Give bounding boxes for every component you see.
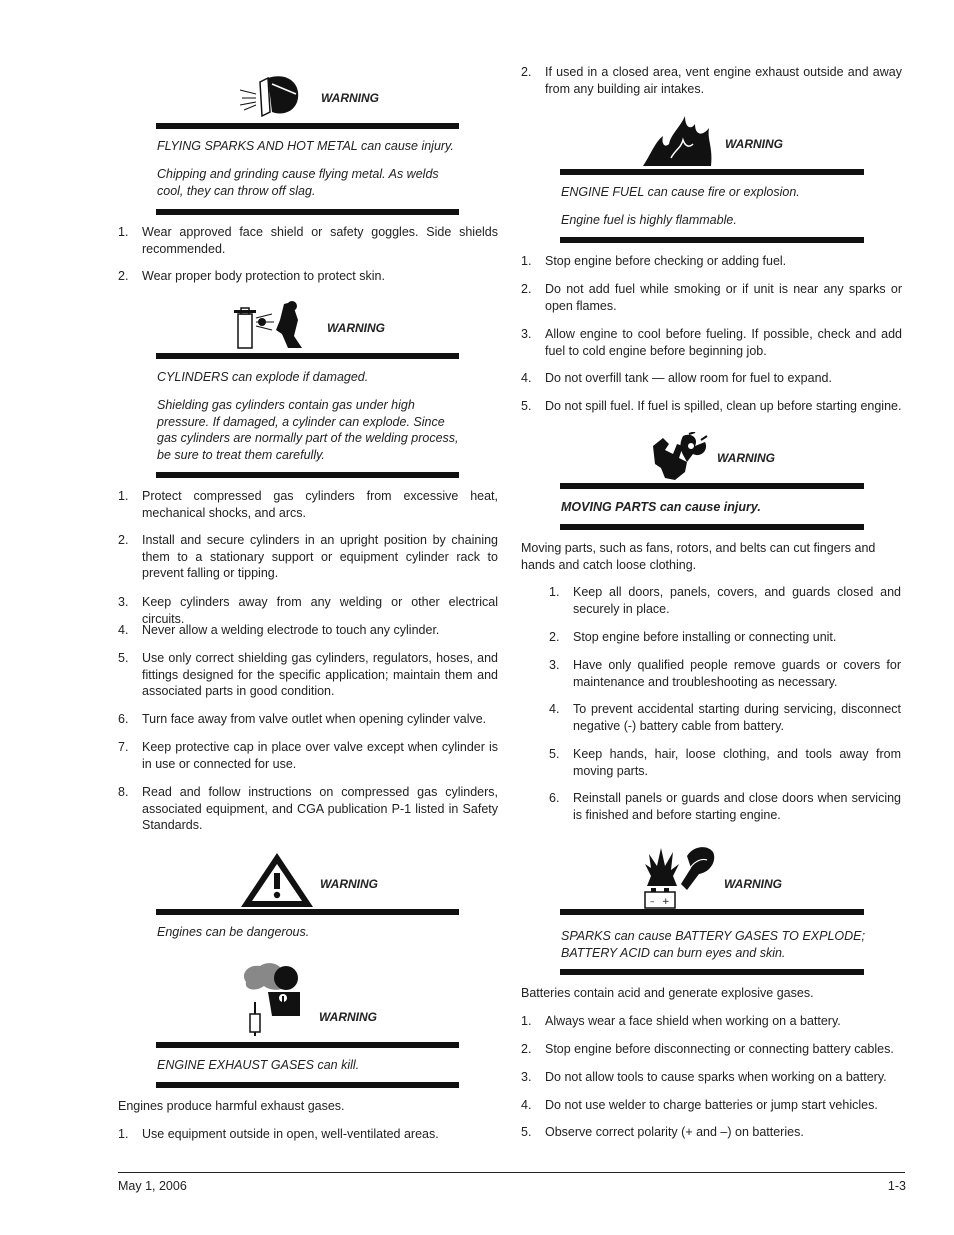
exhaust-gas-icon [238,962,304,1041]
list-item: 3. Have only qualified people remove guards or covers for maintenance and troubleshooting as necessary. [549,658,901,689]
battery-explosion-icon [641,842,717,917]
svg-text:–: – [650,897,655,907]
list-item: 1. Wear approved face shield or safety goggles. Side shields recommended. [118,225,498,256]
list-item: 1. Protect compressed gas cylinders from excessive heat, mechanical shocks, and arcs. [118,489,498,520]
face-shield-sparks-icon [238,72,300,123]
list-item: 1. Always wear a face shield when working on a battery. [521,1014,841,1028]
warning-bar [156,472,459,478]
warning-bar [156,909,459,915]
svg-text:+: + [662,897,670,907]
list-item: 2. Do not add fuel while smoking or if unit is near any sparks or open flames. [521,282,902,313]
list-item: 4. To prevent accidental starting during servicing, disconnect negative (-) battery cable from battery. [549,702,901,733]
warning-title: MOVING PARTS can cause injury. [561,500,761,514]
warning-label: WARNING [725,137,783,151]
warning-label: WARNING [724,877,782,891]
list-item: 5. Do not spill fuel. If fuel is spilled, clean up before starting engine. [521,399,902,413]
warning-title: ENGINE EXHAUST GASES can kill. [157,1058,360,1072]
fire-flame-icon [641,114,715,173]
list-item: 4. Never allow a welding electrode to touch any cylinder. [118,623,440,637]
list-item: 8. Read and follow instructions on compressed gas cylinders, associated equipment, and CGA publication P-1 listed in Safety Standards. [118,785,498,832]
warning-label: WARNING [319,1010,377,1024]
warning-bar [156,1042,459,1048]
warning-label: WARNING [321,91,379,105]
moving-parts-hand-icon [649,432,711,487]
list-item: 3. Do not allow tools to cause sparks when working on a battery. [521,1070,887,1084]
list-item: 2. Install and secure cylinders in an upright position by chaining them to a stationary support or equipment cylinder rack to prevent falling or tipping. [118,533,498,580]
cylinder-explosion-icon [232,300,306,357]
warning-bar [156,1082,459,1088]
warning-bar [156,209,459,215]
list-item: 5. Use only correct shielding gas cylinders, regulators, hoses, and fittings designed for the specific application; maintain them and associated parts in good condition. [118,651,498,698]
list-item: 1. Use equipment outside in open, well-ventilated areas. [118,1127,439,1141]
list-item: 7. Keep protective cap in place over valve except when cylinder is in use or connected for use. [118,740,498,771]
warning-bar [560,909,864,915]
list-item: 1. Keep all doors, panels, covers, and guards closed and securely in place. [549,585,901,616]
list-item: 5. Keep hands, hair, loose clothing, and tools away from moving parts. [549,747,901,778]
warning-bar [560,969,864,975]
warning-title: SPARKS can cause BATTERY GASES TO EXPLODE; BATTERY ACID can burn eyes and skin. [561,929,865,960]
warning-label: WARNING [320,877,378,891]
list-item: 4. Do not use welder to charge batteries or jump start vehicles. [521,1098,878,1112]
warning-bar [156,123,459,129]
warning-triangle-icon [239,851,315,914]
warning-title: FLYING SPARKS AND HOT METAL can cause injury. [157,139,454,153]
warning-body: Chipping and grinding cause flying metal. As welds cool, they can throw off slag. [157,167,439,198]
list-item: 2. Stop engine before disconnecting or connecting battery cables. [521,1042,894,1056]
warning-label: WARNING [327,321,385,335]
footer-divider [118,1172,905,1173]
warning-bar [560,524,864,530]
warning-title: CYLINDERS can explode if damaged. [157,370,369,384]
paragraph: Moving parts, such as fans, rotors, and belts can cut fingers and hands and catch loose clothing. [521,541,876,572]
list-item: 2. If used in a closed area, vent engine exhaust outside and away from any building air intakes. [521,65,902,96]
page-number: 1-3 [887,1179,906,1193]
warning-title: Engines can be dangerous. [157,925,310,939]
warning-title: ENGINE FUEL can cause fire or explosion. [561,185,800,199]
list-item: 4. Do not overfill tank — allow room for fuel to expand. [521,371,832,385]
list-item: 2. Wear proper body protection to protect skin. [118,269,385,283]
warning-bar [560,237,864,243]
list-item: 2. Stop engine before installing or connecting unit. [549,630,837,644]
warning-body: Engine fuel is highly flammable. [561,213,737,227]
list-item: 1. Stop engine before checking or adding fuel. [521,254,787,268]
warning-bar [560,483,864,489]
warning-label: WARNING [717,451,775,465]
warning-bar [560,169,864,175]
list-item: 6. Turn face away from valve outlet when opening cylinder valve. [118,712,487,726]
warning-bar [156,353,459,359]
footer-date: May 1, 2006 [118,1179,187,1193]
list-item: 6. Reinstall panels or guards and close doors when servicing is finished and before starting engine. [549,791,901,822]
paragraph: Engines produce harmful exhaust gases. [118,1099,345,1113]
list-item: 5. Observe correct polarity (+ and –) on batteries. [521,1125,804,1139]
list-item: 3. Keep cylinders away from any welding or other electrical circuits. [118,595,498,626]
list-item: 3. Allow engine to cool before fueling. If possible, check and add fuel to cold engine before beginning job. [521,327,902,358]
paragraph: Batteries contain acid and generate explosive gases. [521,986,814,1000]
warning-body: Shielding gas cylinders contain gas under high pressure. If damaged, a cylinder can explode. Since gas cylinders are normally part of the welding process, be sure to treat them carefully. [157,398,459,462]
